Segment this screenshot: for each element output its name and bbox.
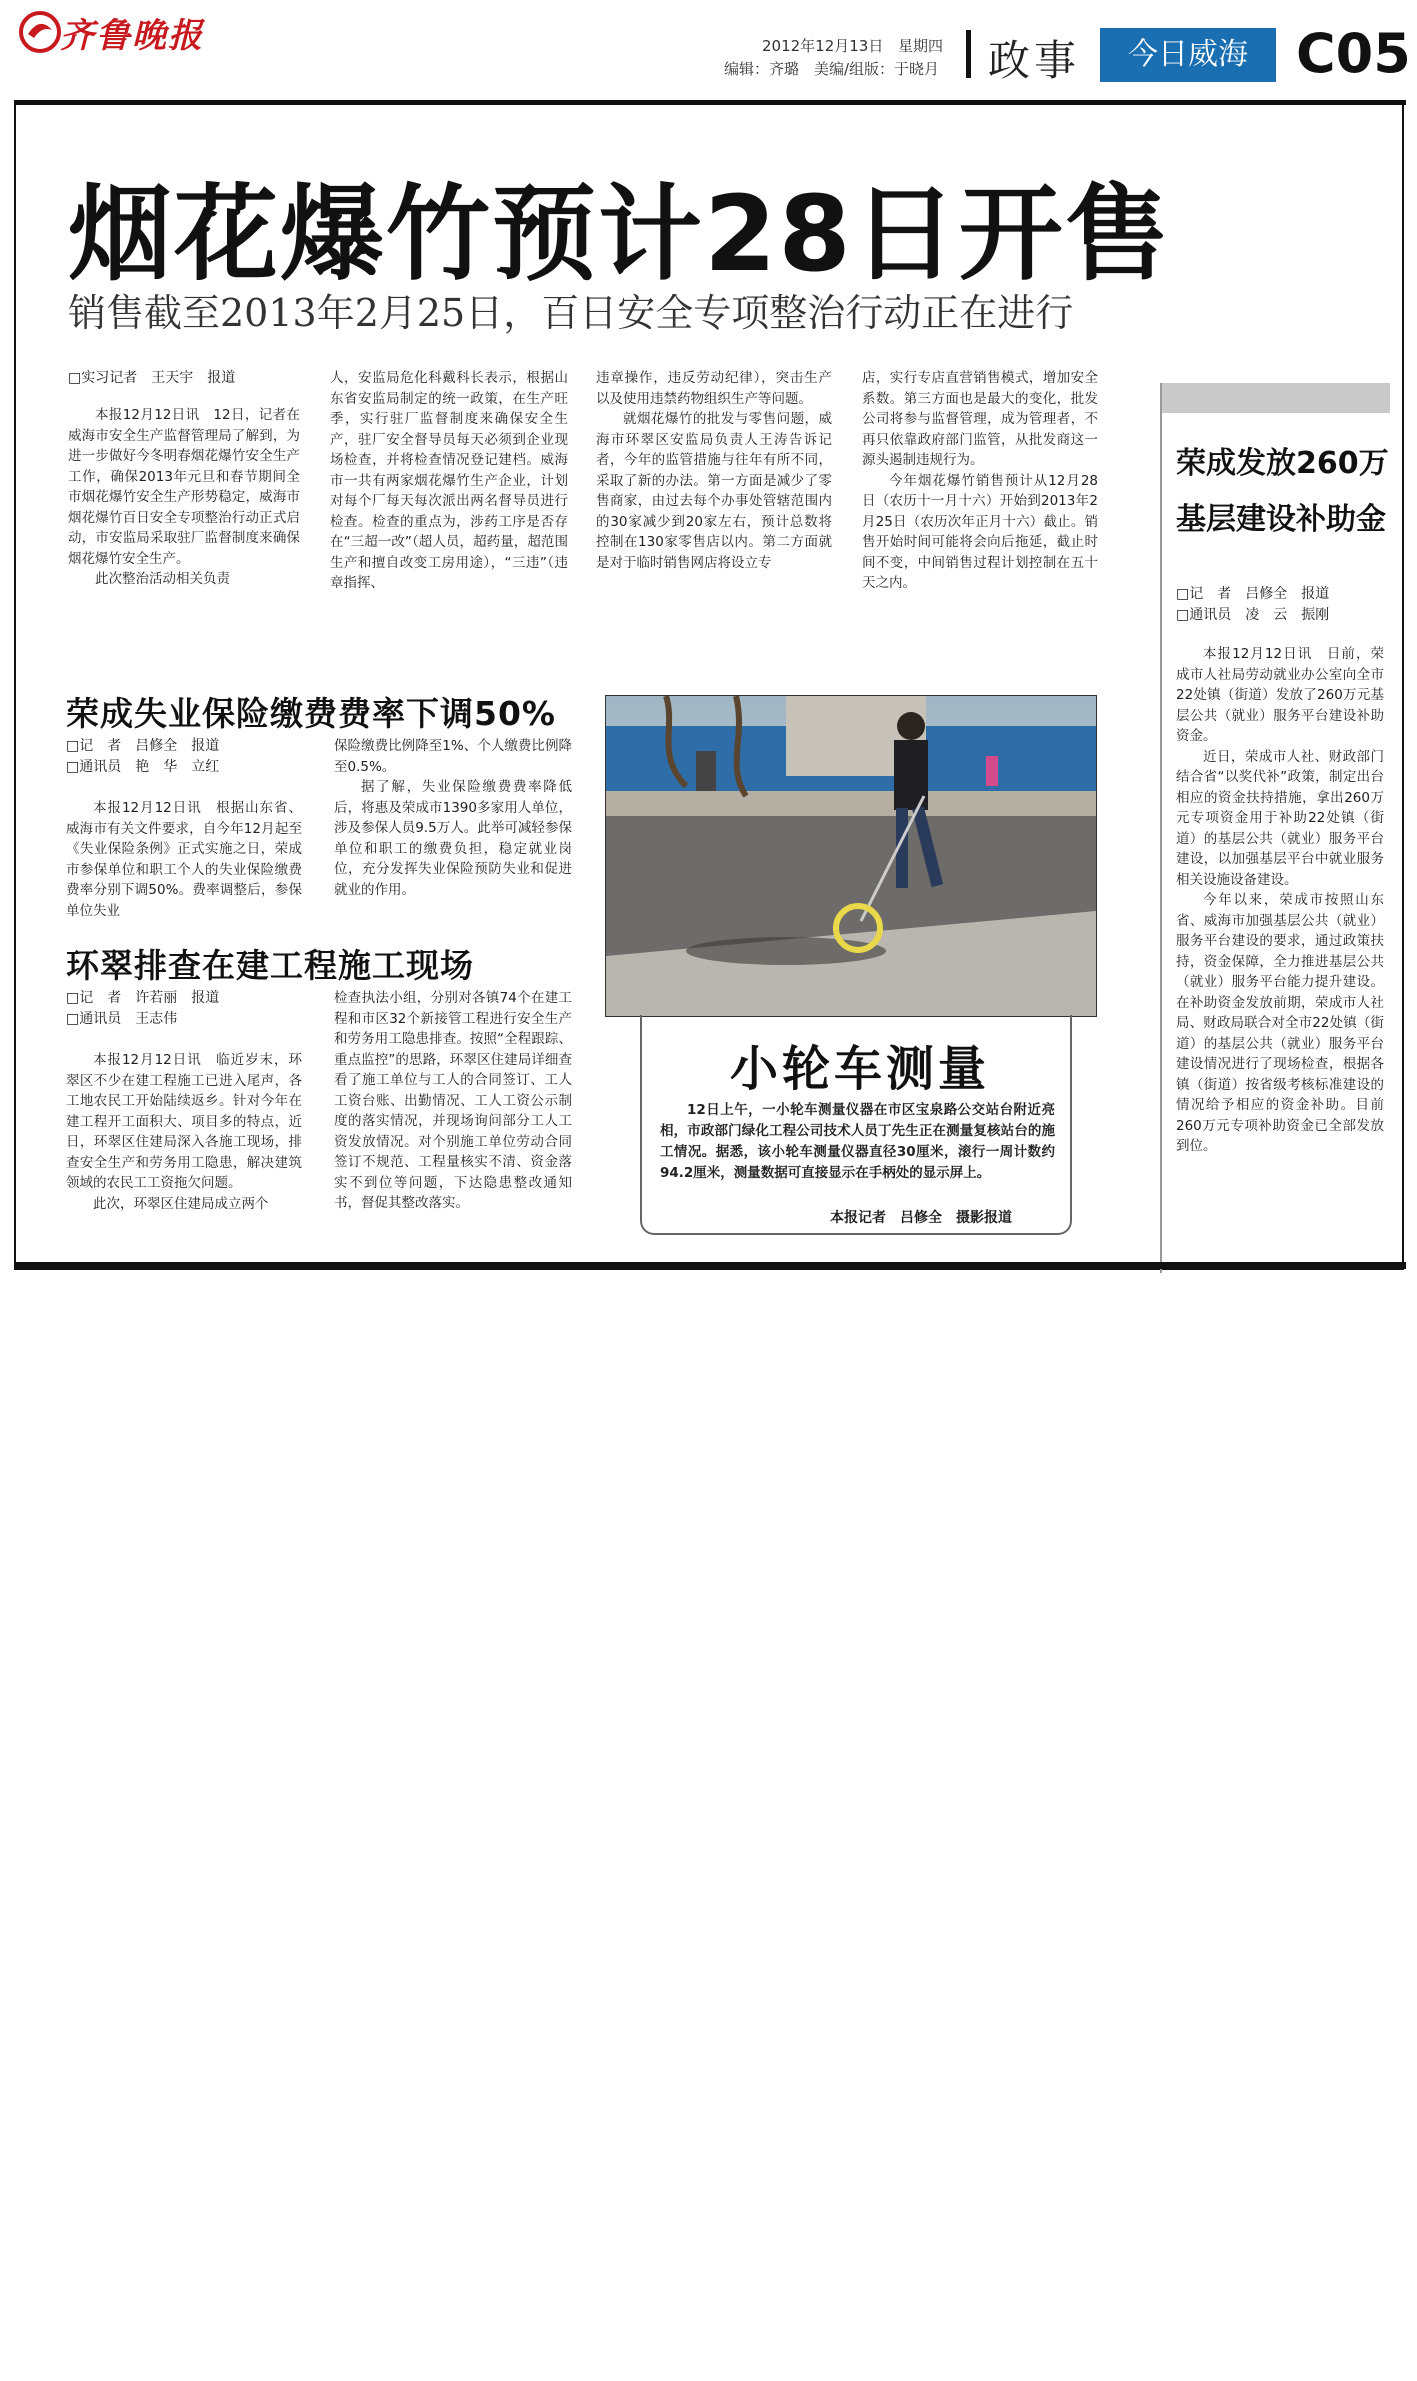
sidebar-paragraph-3: 今年以来，荣成市按照山东省、威海市加强基层公共（就业）服务平台建设的要求，通过政策扶持，资金保障，全力推进基层公共（就业）服务平台能力提升建设。在补助资金发放前期，荣成市人社局、财政局联合对全市22处镇（街道）的基层公共（就业）服务平台建设情况进行了现场检查，根据各镇（街道）按省级考核标准建设的情况给予相应的资金补助。目前260万元专项补助资金已全部发放到位。 — [1176, 892, 1384, 1154]
issue-weekday: 星期四 — [898, 37, 944, 55]
construction-byline-correspondent: □通讯员 王志伟 — [66, 1011, 178, 1027]
sidebar-column — [1176, 644, 1384, 1157]
lead-paragraph-7: 今年烟花爆竹销售预计从12月28日（农历十一月十六）开始到2013年2月25日（农历次年正月十六）截止。销售开始时间可能将会向后拖延，截止时间不变，中间销售过程计划控制在五十天之内。 — [862, 472, 1098, 591]
construction-paragraph-2: 此次，环翠区住建局成立两个 — [93, 1195, 269, 1212]
unemployment-title: 荣成失业保险缴费费率下调50% — [66, 694, 556, 733]
photo-illustration — [606, 696, 1096, 1016]
sidebar-byline-correspondent: □通讯员 凌 云 振刚 — [1176, 607, 1330, 623]
lead-paragraph-2: 此次整治活动相关负责 — [95, 571, 230, 587]
sidebar-paragraph-2: 近日，荣成市人社、财政部门结合省“以奖代补”政策，制定出台相应的资金扶持措施，拿出260万元专项资金用于补助22处镇（街道）的基层公共（就业）服务平台建设，以加强基层平台中就业服务相关设施设备建设。 — [1176, 748, 1384, 888]
lead-column-3 — [596, 368, 832, 573]
unemployment-paragraph-3: 据了解，失业保险缴费费率降低后，将惠及荣成市1390多家用人单位，涉及参保人员9.5万人。此举可减轻参保单位和职工的缴费负担，稳定就业岗位，充分发挥失业保险预防失业和促进就业的作用。 — [334, 779, 572, 898]
lead-subhead: 销售截至2013年2月25日，百日安全专项整治行动正在进行 — [68, 291, 1074, 335]
top-rule — [14, 100, 1406, 105]
unemployment-byline-reporter: □记 者 吕修全 报道 — [66, 738, 220, 754]
construction-byline-reporter: □记 者 许若丽 报道 — [66, 990, 220, 1006]
lead-paragraph-4: 违章操作，违反劳动纪律），突击生产以及使用违禁药物组织生产等问题。 — [596, 370, 832, 407]
unemployment-paragraph-1: 本报12月12日讯 根据山东省、威海市有关文件要求，自今年12月起至《失业保险条例》正式实施之日，荣成市参保单位和职工个人的失业保险缴费费率分别下调50%。费率调整后，参保单位失业 — [66, 800, 302, 919]
photo-caption-title: 小轮车测量 — [730, 1041, 991, 1097]
construction-column-1 — [66, 1050, 302, 1214]
sidebar-title-line-1: 荣成发放260万 — [1176, 446, 1389, 481]
newspaper-name: 齐鲁晚报 — [60, 16, 204, 56]
unemployment-byline-correspondent: □通讯员 艳 华 立红 — [66, 759, 220, 775]
construction-paragraph-3: 检查执法小组，分别对各镇74个在建工程和市区32个新接管工程进行安全生产和劳务用工隐患排查。按照“全程跟踪、重点监控”的思路，环翠区住建局详细查看了施工单位与工人的合同签订、工人工资台账、出勤情况、工人工资公示制度的落实情况，并现场询问部分工人工资发放情况。对个别施工单位劳动合同签订不规范、工程量核实不清、资金落实不到位等问题，下达隐患整改通知书，督促其整改落实。 — [334, 990, 572, 1211]
sidebar-gray-band — [1162, 383, 1390, 413]
unemployment-column-1 — [66, 798, 302, 921]
sidebar-byline-reporter: □记 者 吕修全 报道 — [1176, 586, 1330, 602]
news-photo — [605, 695, 1097, 1017]
sidebar-paragraph-1: 本报12月12日讯 日前，荣成市人社局劳动就业办公室向全市22处镇（街道）发放了260万元基层公共（就业）服务平台建设补助资金。 — [1176, 646, 1384, 744]
photo-caption-paragraph: 12日上午，一小轮车测量仪器在市区宝泉路公交站台附近亮相，市政部门绿化工程公司技术人员丁先生正在测量复核站台的施工情况。据悉，该小轮车测量仪器直径30厘米，滚行一周计数约94.2厘米，测量数据可直接显示在手柄处的显示屏上。 — [660, 1102, 1055, 1181]
lead-column-4 — [862, 368, 1098, 594]
lead-headline: 烟花爆竹预计28日开售 — [68, 173, 1171, 295]
lead-column-2 — [330, 368, 568, 594]
edition-tag: 今日威海 — [1100, 28, 1276, 82]
construction-title: 环翠排查在建工程施工现场 — [66, 946, 474, 985]
newspaper-logo-icon — [18, 10, 62, 54]
editor-credits: 编辑：齐璐 美编/组版：于晓月 — [724, 60, 940, 78]
section-name: 政事 — [988, 36, 1081, 85]
construction-paragraph-1: 本报12月12日讯 临近岁末，环翠区不少在建工程施工已进入尾声，各工地农民工开始陆续返乡。针对今年在建工程开工面积大、项目多的特点，近日，环翠区住建局深入各施工现场，排查安全生产和劳务用工隐患，解决建筑领域的农民工工资拖欠问题。 — [66, 1052, 302, 1191]
issue-date: 2012年12月13日 — [762, 37, 884, 55]
sidebar-title-line-2: 基层建设补助金 — [1176, 502, 1386, 537]
lead-paragraph-5: 就烟花爆竹的批发与零售问题，威海市环翠区安监局负责人王涛告诉记者，今年的监管措施与往年有所不同，采取了新的办法。第一方面是减少了零售商家，由过去每个办事处管辖范围内的30家减少到20家左右，预计总数将控制在130家零售店以内。第二方面就是对于临时销售网店将设立专 — [596, 411, 832, 571]
photo-caption-text — [660, 1100, 1055, 1184]
lead-paragraph-3: 人，安监局危化科戴科长表示，根据山东省安监局制定的统一政策，在生产旺季，实行驻厂监督制度来确保安全生产，驻厂安全督导员每天必须到企业现场检查，并将检查情况登记建档。威海市一共有两家烟花爆竹生产企业，计划对每个厂每天每次派出两名督导员进行检查。检查的重点为，涉药工序是否存在“三超一改”（超人员，超药量，超范围生产和擅自改变工房用途），“三违”（违章指挥、 — [330, 370, 568, 591]
lead-byline: □实习记者 王天宇 报道 — [68, 370, 236, 386]
construction-column-2 — [334, 988, 572, 1214]
lead-column-1 — [68, 405, 300, 590]
bottom-rule — [14, 1262, 1406, 1269]
sidebar-divider — [1160, 383, 1162, 1273]
lead-paragraph-6: 店，实行专店直营销售模式，增加安全系数。第三方面也是最大的变化，批发公司将参与监督管理，成为管理者，不再只依靠政府部门监管，从批发商这一源头遏制违规行为。 — [862, 370, 1098, 468]
unemployment-column-2 — [334, 736, 572, 900]
unemployment-paragraph-2: 保险缴费比例降至1%、个人缴费比例降至0.5%。 — [334, 738, 572, 775]
masthead-divider — [966, 30, 971, 78]
page-number: C05 — [1296, 22, 1411, 85]
lead-paragraph-1: 本报12月12日讯 12日，记者在威海市安全生产监督管理局了解到，为进一步做好今冬明春烟花爆竹安全生产工作，确保2013年元旦和春节期间全市烟花爆竹安全生产形势稳定，威海市烟花爆竹百日安全专项整治行动正式启动，市安监局采取驻厂监督制度来确保烟花爆竹安全生产。 — [68, 407, 300, 567]
photo-credit: 本报记者 吕修全 摄影报道 — [830, 1210, 1012, 1226]
